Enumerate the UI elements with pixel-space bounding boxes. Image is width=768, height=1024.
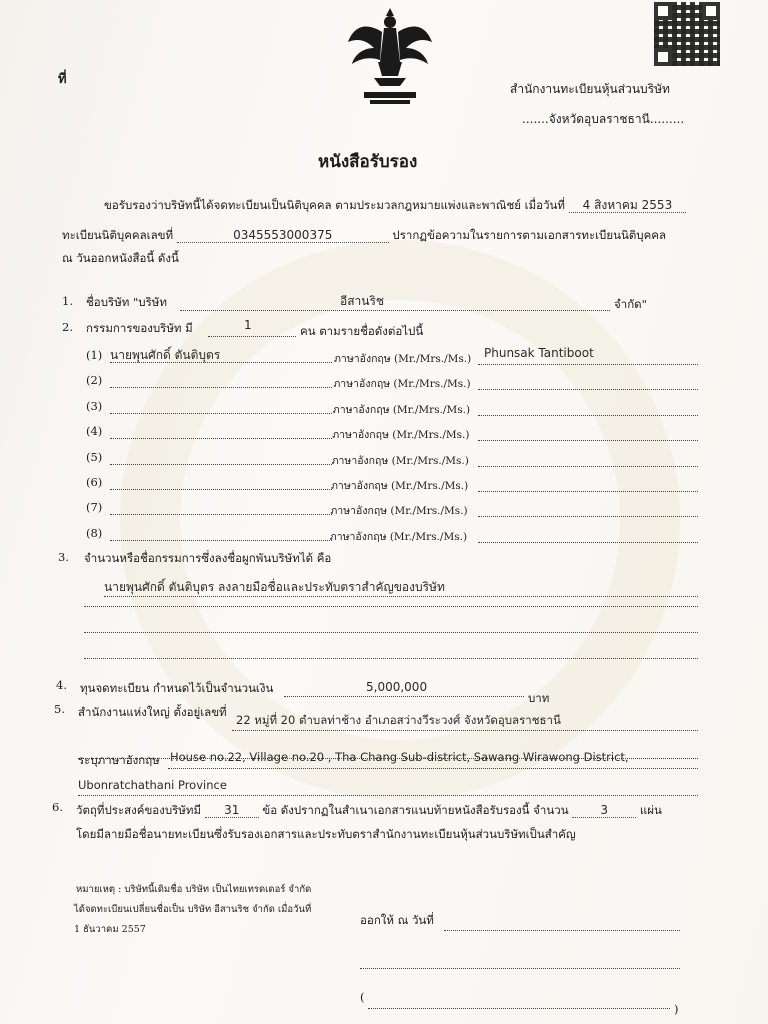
- remark-line-2: ได้จดทะเบียนเปลี่ยนชื่อเป็น บริษัท อีสานริช จำกัด เมื่อวันที่: [74, 904, 312, 915]
- director-english-label: ภาษาอังกฤษ (Mr./Mrs./Ms.): [331, 454, 469, 467]
- item-3-number: 3.: [58, 550, 69, 564]
- item-6-label: วัตถุที่ประสงค์ของบริษัทมี 31 ข้อ ดังปรากฏในสำเนาเอกสารแนบท้ายหนังสือรับรองนี้ จำนวน 3 แผ่น: [76, 803, 662, 817]
- director-english-label: ภาษาอังกฤษ (Mr./Mrs./Ms.): [332, 403, 471, 416]
- garuda-emblem-icon: [344, 2, 436, 110]
- office-line-1: สำนักงานทะเบียนหุ้นส่วนบริษัท: [510, 82, 670, 96]
- director-english-label: ภาษาอังกฤษ (Mr./Mrs./Ms.): [332, 429, 470, 442]
- intro-line-1: ขอรับรองว่าบริษัทนี้ได้จดทะเบียนเป็นนิติบุคคล ตามประมวลกฎหมายแพ่งและพาณิชย์ เมื่อวันที่ 4 สิงหาคม 2553: [104, 196, 686, 215]
- remark-line-1: หมายเหตุ : บริษัทนี้เดิมชื่อ บริษัท เป็นไทยเทรดเดอร์ จำกัด: [76, 884, 312, 895]
- director-number: (7): [86, 500, 103, 515]
- registered-capital: 5,000,000: [366, 680, 428, 694]
- intro-line-2: ทะเบียนนิติบุคคลเลขที่ 0345553000375 ปรากฏข้อความในรายการตามเอกสารทะเบียนนิติบุคคล: [62, 228, 667, 242]
- item-2-label: กรรมการของบริษัท มี: [86, 321, 193, 335]
- director-number: (3): [86, 398, 103, 413]
- director-english-label: ภาษาอังกฤษ (Mr./Mrs./Ms.): [330, 505, 468, 518]
- director-number: (8): [86, 525, 103, 540]
- item-2-number: 2.: [62, 320, 73, 334]
- signer-paren-open: (: [360, 990, 365, 1004]
- director-english-label: ภาษาอังกฤษ (Mr./Mrs./Ms.): [333, 378, 471, 391]
- registration-date: 4 สิงหาคม 2553: [569, 198, 687, 213]
- item-6-line-2: โดยมีลายมือชื่อนายทะเบียนซึ่งรับรองเอกสารและประทับตราสำนักงานทะเบียนหุ้นส่วนบริษัทเป็นสำคัญ: [76, 827, 576, 841]
- item-2-tail: คน ตามรายชื่อดังต่อไปนี้: [300, 324, 424, 338]
- intro-line-3: ณ วันออกหนังสือนี้ ดังนี้: [62, 251, 179, 265]
- item-5-label: สำนักงานแห่งใหญ่ ตั้งอยู่เลขที่: [78, 705, 227, 719]
- remark-line-3: 1 ธันวาคม 2557: [74, 924, 146, 935]
- objectives-count: 31: [205, 803, 259, 818]
- authorized-signatory: นายพุนศักดิ์ ตันติบุตร ลงลายมือชื่อและประทับตราสำคัญของบริษัท: [104, 580, 445, 594]
- office-line-2: .......จังหวัดอุบลราชธานี.........: [522, 112, 685, 126]
- item-5-english-label: ระบุภาษาอังกฤษ: [78, 753, 160, 767]
- item-1-number: 1.: [62, 294, 73, 308]
- director-thai-name: นายพุนศักดิ์ ตันติบุตร: [110, 348, 221, 362]
- director-number: (6): [86, 475, 103, 489]
- item-6-number: 6.: [52, 800, 63, 814]
- director-english-label: ภาษาอังกฤษ (Mr./Mrs./Ms.): [329, 530, 468, 543]
- signer-paren-close: ): [674, 1002, 679, 1016]
- item-4-label: ทุนจดทะเบียน กำหนดไว้เป็นจำนวนเงิน: [80, 681, 274, 695]
- capital-unit: บาท: [528, 691, 550, 705]
- director-number: (5): [86, 449, 103, 464]
- director-number: (4): [86, 424, 103, 439]
- item-4-number: 4.: [56, 678, 67, 692]
- attachment-pages: 3: [572, 803, 636, 818]
- director-english-label: ภาษาอังกฤษ (Mr./Mrs./Ms.): [331, 480, 469, 492]
- director-number: (2): [86, 373, 103, 388]
- director-english-label: ภาษาอังกฤษ (Mr./Mrs./Ms.): [334, 353, 472, 365]
- director-count: 1: [244, 318, 252, 332]
- company-name: อีสานริช: [340, 294, 385, 308]
- item-5-number: 5.: [54, 702, 65, 716]
- place-label: ที่: [58, 72, 67, 87]
- head-office-address-en-1: House no.22, Village no.20 , Tha Chang Sub-district, Sawang Wirawong District,: [170, 750, 629, 764]
- issue-date-label: ออกให้ ณ วันที่: [360, 913, 434, 927]
- item-3-label: จำนวนหรือชื่อกรรมการซึ่งลงชื่อผูกพันบริษัทได้ คือ: [84, 551, 332, 565]
- document-title: หนังสือรับรอง: [318, 152, 418, 172]
- item-1-suffix: จำกัด": [614, 297, 647, 311]
- registration-number: 0345553000375: [177, 228, 389, 243]
- director-number: (1): [86, 348, 103, 362]
- head-office-address-en-2: Ubonratchathani Province: [78, 778, 227, 792]
- head-office-address-th: 22 หมู่ที่ 20 ตำบลท่าช้าง อำเภอสว่างวีระวงศ์ จังหวัดอุบลราชธานี: [236, 713, 561, 727]
- director-english-name: Phunsak Tantiboot: [484, 346, 594, 360]
- item-1-label: ชื่อบริษัท "บริษัท: [86, 295, 167, 309]
- qr-code: [654, 2, 720, 66]
